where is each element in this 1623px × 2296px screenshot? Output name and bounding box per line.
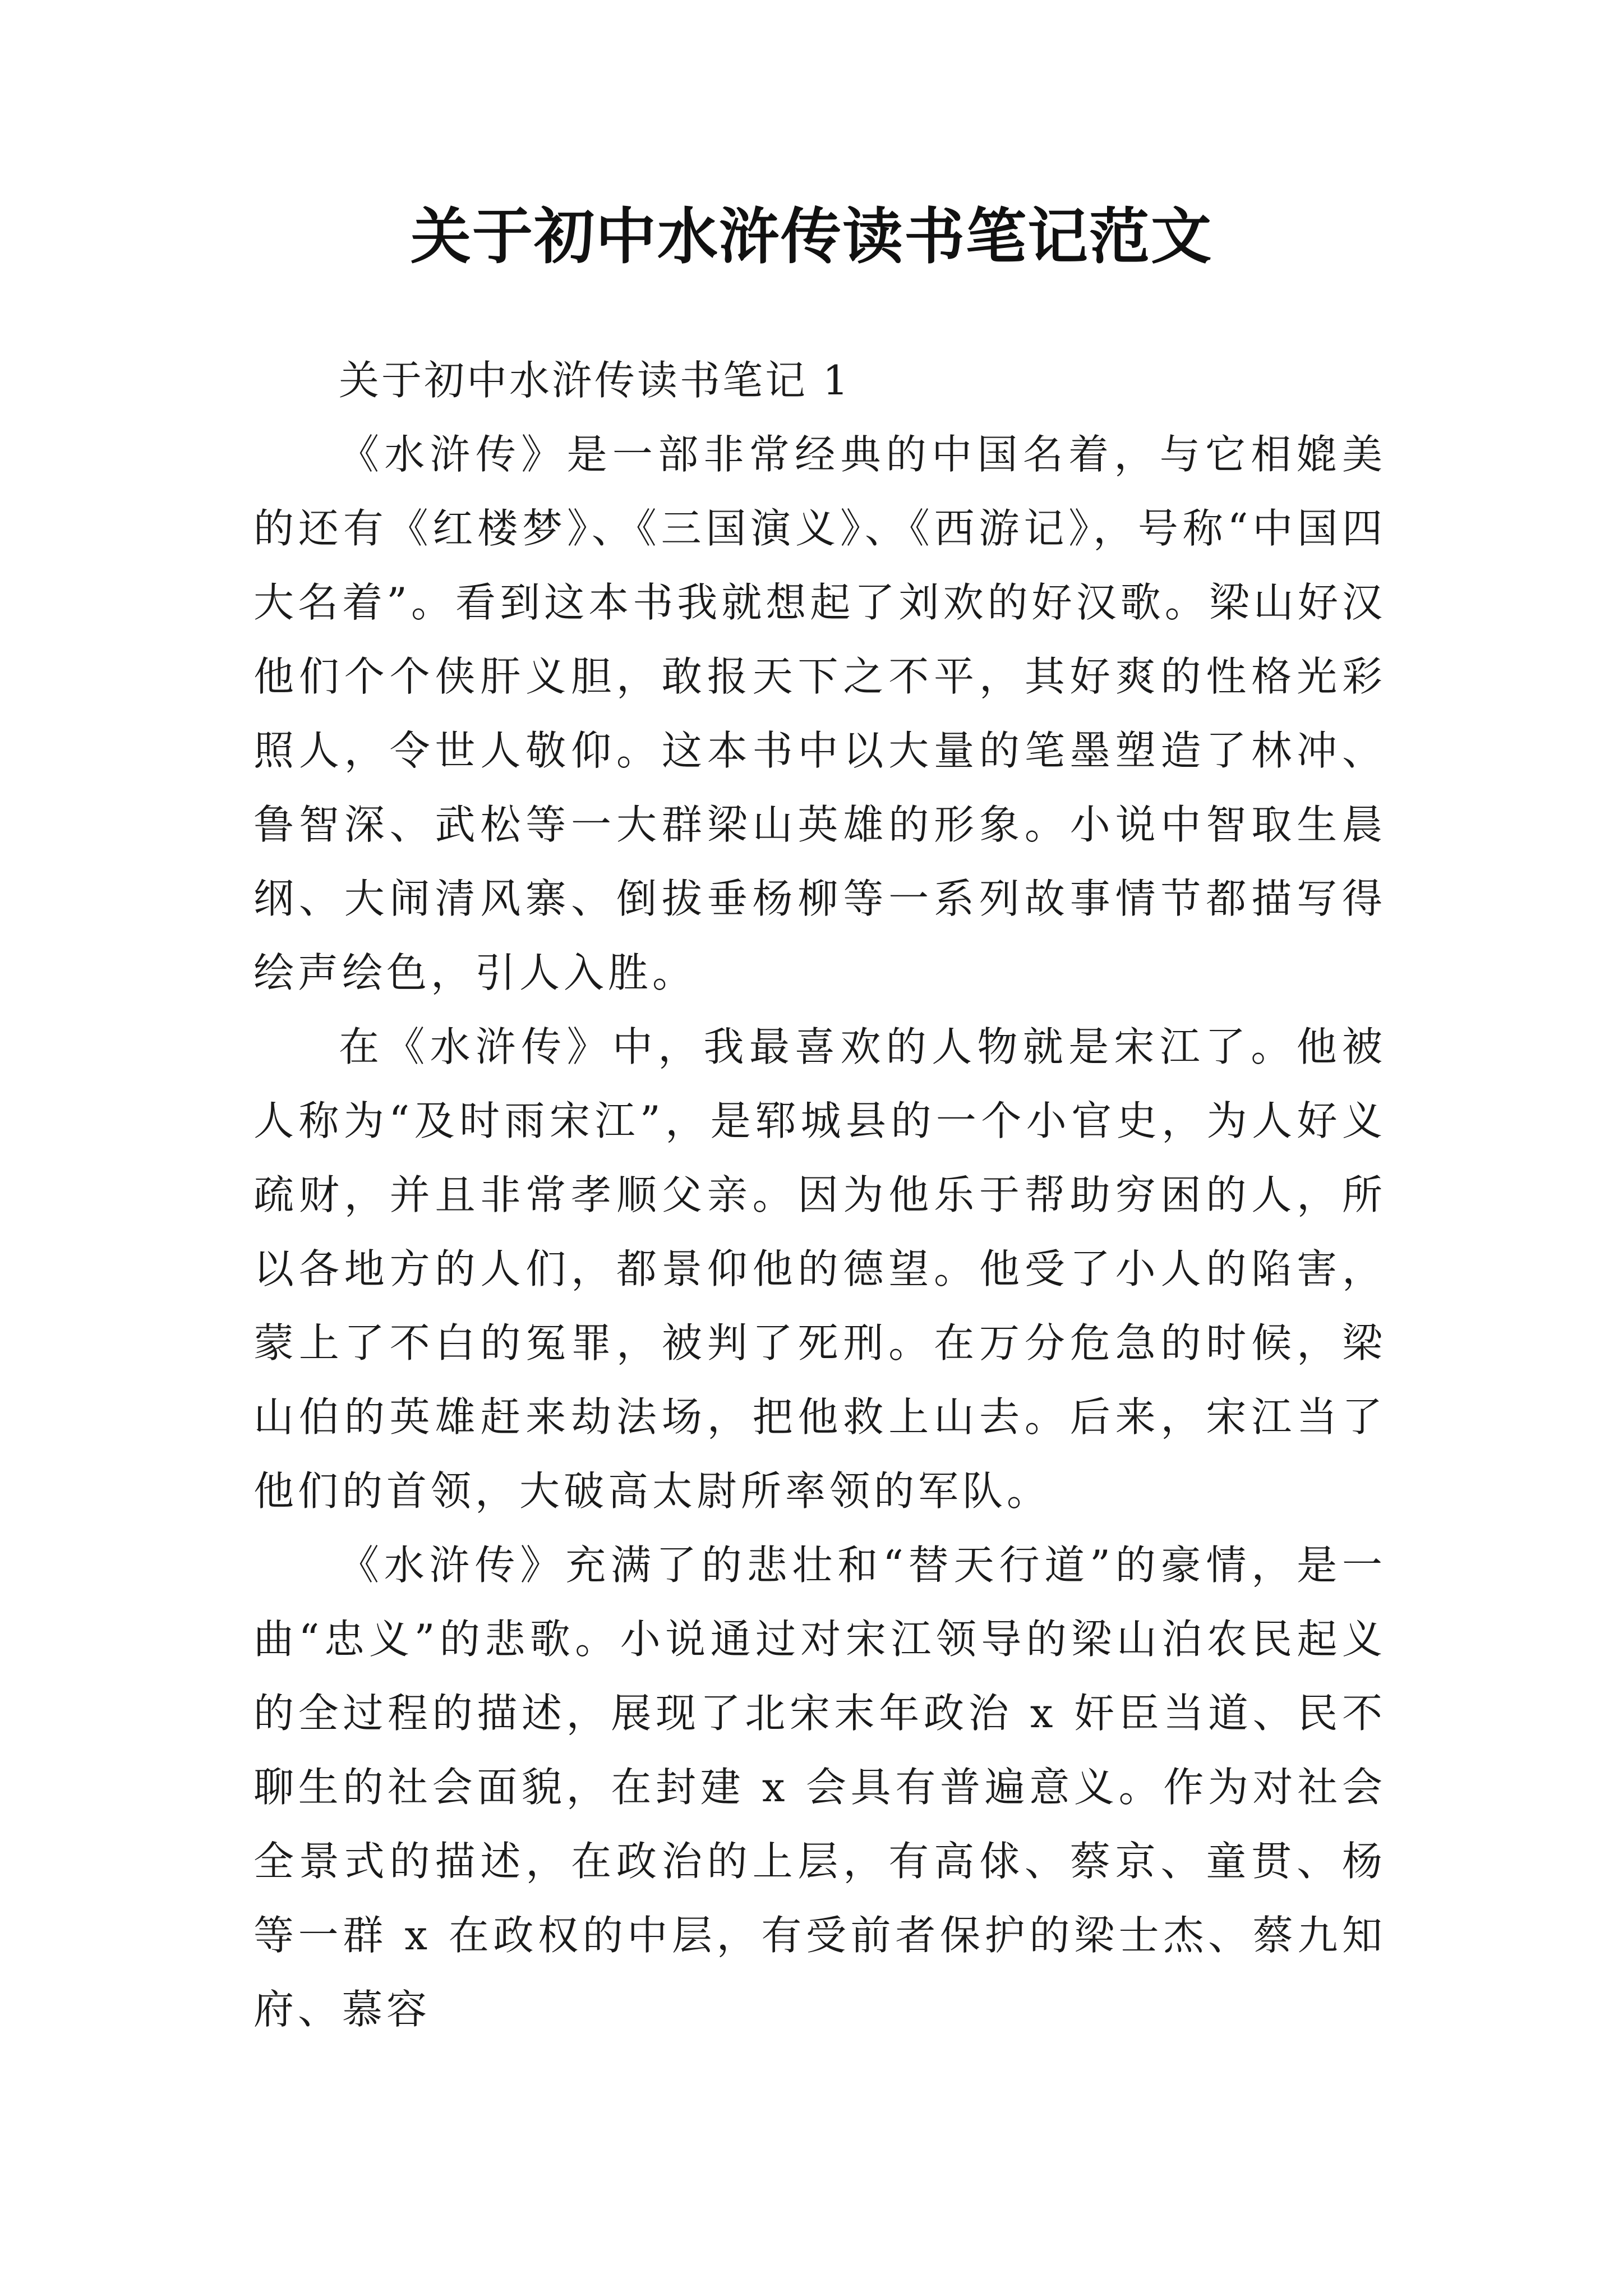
section-heading: 关于初中水浒传读书笔记 1 xyxy=(339,357,851,404)
paragraph-2: 在《水浒传》中，我最喜欢的人物就是宋江了。他被人称为“及时雨宋江”，是郓城县的一个小官史，为人好义疏财，并且非常孝顺父亲。因为他乐于帮助穷困的人，所以各地方的人们，都景仰他的德望。他受了小人的陷害，蒙上了不白的冤罪，被判了死刑。在万分危急的时候，梁山伯的英雄赶来劫法场，把他救上山去。后来，宋江当了他们的首领，大破高太尉所率领的军队。 xyxy=(253,1023,1386,1515)
paragraph-1: 《水浒传》是一部非常经典的中国名着，与它相媲美的还有《红楼梦》、《三国演义》、《西游记》，号称“中国四大名着”。看到这本书我就想起了刘欢的好汉歌。梁山好汉他们个个侠肝义胆，敢报天下之不平，其好爽的性格光彩照人，令世人敬仰。这本书中以大量的笔墨塑造了林冲、鲁智深、武松等一大群梁山英雄的形象。小说中智取生晨纲、大闹清风寨、倒拔垂杨柳等一系列故事情节都描写得绘声绘色，引人入胜。 xyxy=(253,431,1386,996)
document-title: 关于初中水浒传读书笔记范文 xyxy=(410,201,1212,272)
document-body xyxy=(253,343,1386,2046)
paragraph-3: 《水浒传》充满了的悲壮和“替天行道”的豪情，是一曲“忠义”的悲歌。小说通过对宋江领导的梁山泊农民起义的全过程的描述，展现了北宋末年政治 x 奸臣当道、民不聊生的社会面貌，在封建 x 会具有普遍意义。作为对社会全景式的描述，在政治的上层，有高俅、蔡京、童贯、杨等一群 x 在政权的中层，有受前者保护的梁士杰、蔡九知府、慕容 xyxy=(253,1542,1386,2033)
